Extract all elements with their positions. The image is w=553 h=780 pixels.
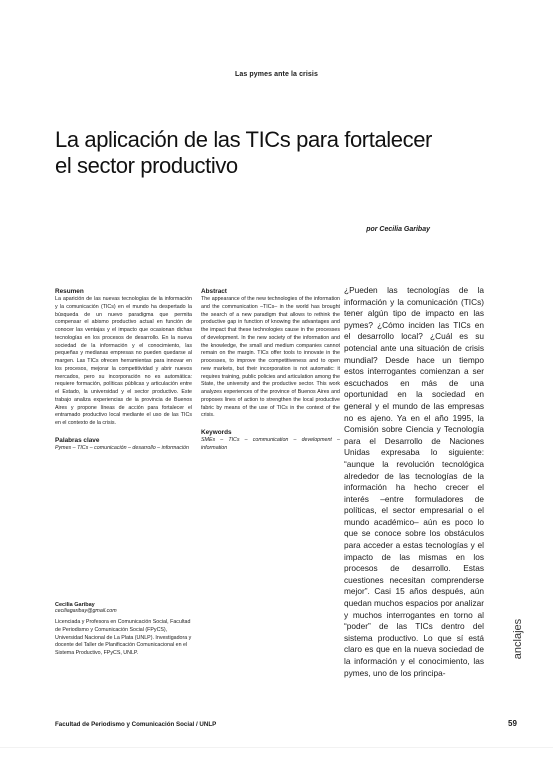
resumen-keywords-block [55, 436, 192, 453]
author-info [55, 602, 192, 658]
page-number: 59 [508, 719, 517, 728]
bottom-rule [0, 747, 553, 748]
abstract-keywords-block [201, 428, 340, 453]
abstract-keywords-heading: Keywords [201, 429, 232, 436]
author-bio: Licenciada y Profesora en Comunicación Social, Facultad de Periodismo y Comunicación Social (FPyCS), Universidad Nacional de La Plata (UNLP). Investigadora y docente del Taller de Planificación Comunicacional en el Sistema Productivo, FPyCS, UNLP. [55, 619, 192, 656]
resumen-column [55, 287, 192, 453]
resumen-text: La aparición de las nuevas tecnologías de la información y la comunicación (TICs) en el mundo ha despertado la búsqueda de un nuevo paradigma que permita compensar el abismo productivo actual en función de conocer las ventajas y el impacto que ocasionan dichas tecnologías en los procesos de desarrollo. En la nueva sociedad de la información y el conocimiento, las pequeñas y medianas empresas no pueden quedarse al margen. Las TICs ofrecen herramientas para innovar en los procesos, mejorar la competitividad y abrir nuevos mercados, pero su incorporación no es automática: requiere formación, políticas públicas y articulación entre el Estado, la universidad y el sector productivo. Este trabajo analiza experiencias de la provincia de Buenos Aires y propone líneas de acción para fortalecer el entramado productivo local mediante el uso de las TICs en el contexto de la crisis. [55, 296, 192, 426]
resumen-keywords-heading: Palabras clave [55, 436, 100, 444]
author-name: Cecilia Garibay [55, 602, 95, 608]
journal-side-label: anclajes [512, 618, 524, 660]
resumen-keywords: Pymes – TICs – comunicación – desarrollo – información [55, 444, 189, 451]
article-title [55, 127, 495, 179]
author-email: ceciliagaribay@gmail.com [55, 608, 117, 614]
main-text-column: ¿Pueden las tecnologías de la información y la comunicación (TICs) tener algún tipo de impacto en las pymes? ¿Cómo inciden las TICs en el desarrollo local? ¿Cuál es su potencial ante una situación de crisis mundial? Desde hace un tiempo estos interrogantes comienzan a ser escuchados en más de una oportunidad en la sociedad en general y el mundo de las empresas no es ajeno. Ya en el año 1995, la Comisión sobre Ciencia y Tecnología para el Desarrollo de Naciones Unidas expresaba lo siguiente: “aunque la revolución tecnológica alrededor de las tecnologías de la información ha hecho crecer el interés –entre formuladores de políticas, el sector empresarial o el mundo académico– aún es poco lo que se conoce sobre los obstáculos para acceder a estas tecnologías y el impacto de las mismas en los procesos de desarrollo. Estas cuestiones necesitan comprenderse mejor”. Casi 15 años después, aún quedan muchos espacios por analizar y muchos interrogantes en torno al “poder” de las TICs dentro del sistema productivo. Lo que sí está claro es que en la nueva sociedad de la información y el conocimiento, las pymes, uno de los principa- [344, 285, 484, 678]
abstract-text: The appearance of the new technologies of the information and the communication –TICs– in the world has brought the search of a new paradigm that allows to rethink the productive gap in function of knowing the advantages and the impact that these technologies cause in the processes of development. In the new society of the information and the knowledge, the small and medium companies cannot remain on the margin. TICs offer tools to innovate in the processes, to improve the competitiveness and to open new markets, but their incorporation is not automatic: it requires training, public policies and articulation among the State, the university and the productive sector. This work analyzes experiences of the province of Buenos Aires and proposes lines of action to strengthen the local productive fabric by means of the use of TICs in the context of the crisis. [201, 296, 340, 419]
section-header: Las pymes ante la crisis [235, 71, 318, 78]
resumen-heading: Resumen [55, 288, 84, 295]
abstract-heading: Abstract [201, 288, 227, 295]
abstract-keywords: SMEs – TICs – communication – development – information [201, 437, 340, 451]
footer-institution: Facultad de Periodismo y Comunicación Social / UNLP [55, 721, 217, 728]
byline: por Cecilia Garibay [366, 226, 430, 233]
title-line-2: el sector productivo [55, 153, 238, 178]
abstract-column [201, 287, 340, 453]
title-line-1: La aplicación de las TICs para fortalecer [55, 127, 432, 152]
